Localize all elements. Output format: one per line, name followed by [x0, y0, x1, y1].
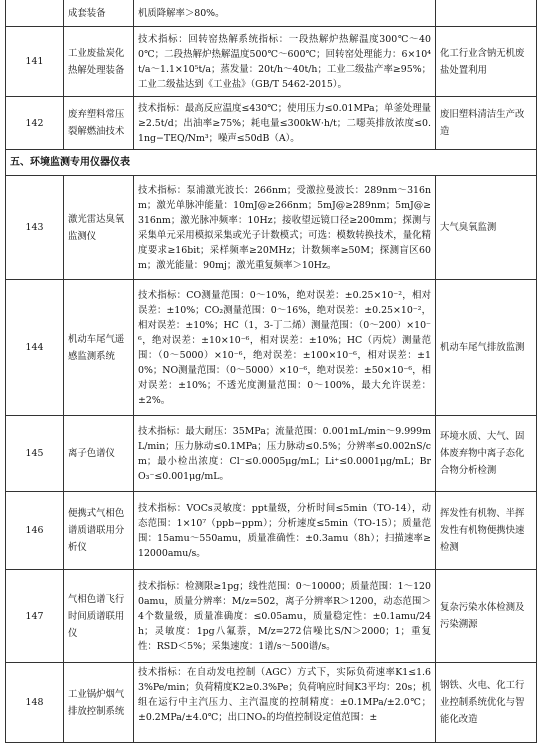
- row-number: 141: [6, 27, 64, 97]
- section-header-row: [6, 150, 537, 176]
- equipment-catalog-table: [5, 0, 537, 743]
- technical-specs: 技术指标：VOCs灵敏度：ppt量级，分析时间≤5min（TO-14），动态范围：1×10⁷（ppb−ppm）；分析速度≤5min（TO-15）；质量范围：15amu～550amu，质量准确性：±0.3amu（8h）；扫描速率≥12000amu/s。: [134, 492, 436, 570]
- equipment-name: 气相色谱飞行时间质谱联用仪: [64, 570, 134, 663]
- row-number: 144: [6, 280, 64, 416]
- application-field: 钢铁、火电、化工行业控制系统优化与智能化改造: [436, 663, 537, 743]
- application-field: [436, 0, 537, 27]
- row-number: 147: [6, 570, 64, 663]
- application-field: 化工行业含钠无机废盐处置利用: [436, 27, 537, 97]
- equipment-name: 成套装备: [64, 0, 134, 27]
- application-field: 复杂污染水体检测及污染溯源: [436, 570, 537, 663]
- technical-specs: 机质降解率＞80%。: [134, 0, 436, 27]
- technical-specs: 技术指标：CO测量范围：0～10%，绝对误差：±0.25×10⁻²，相对误差：±10%；CO₂测量范围：0～16%，绝对误差：±0.25×10⁻²，相对误差：±10%；HC（1，3-丁二烯）测量范围：（0～200）×10⁻⁶，绝对误差：±10×10⁻⁶，相对误差：±10%；HC（丙烷）测量范围：（0～5000）×10⁻⁶，绝对误差：±100×10⁻⁶，相对误差：±10%；NO测量范围：（0～5000）×10⁻⁶，绝对误差：±50×10⁻⁶，相对误差：±10%；不透光度测量范围：0～100%，最大允许误差：±2%。: [134, 280, 436, 416]
- equipment-name: 工业废盐炭化热解处理装备: [64, 27, 134, 97]
- row-number: 146: [6, 492, 64, 570]
- equipment-name: 废弃塑料常压裂解燃油技术: [64, 97, 134, 150]
- application-field: 挥发性有机物、半挥发性有机物便携快速检测: [436, 492, 537, 570]
- table-row: [6, 492, 537, 570]
- application-field: 环境水质、大气、固体废弃物中离子态化合物分析检测: [436, 416, 537, 492]
- equipment-name: 激光雷达臭氧监测仪: [64, 176, 134, 280]
- technical-specs: 技术指标：回转窑热解系统指标：一段热解炉热解温度300℃～400℃；二段热解炉热解温度500℃～600℃；回转窑处理能力：6×10⁴t/a～1.1×10⁵t/a；蒸发量：20t/h～40t/h；工业二级盐产率≥95%；工业二级盐达到《工业盐》（GB/T 5462-2015）。: [134, 27, 436, 97]
- table-row: [6, 663, 537, 743]
- technical-specs: 技术指标：最高反应温度≤430℃；使用压力≤0.01MPa；单釜处理量≥2.5t/d；出油率≥75%；耗电量≤300kW·h/t；二噁英排放浓度≤0.1ng−TEQ/Nm³；噪声≤50dB（A）。: [134, 97, 436, 150]
- row-number: 148: [6, 663, 64, 743]
- equipment-name: 便携式气相色谱质谱联用分析仪: [64, 492, 134, 570]
- table-row: [6, 176, 537, 280]
- table-row: [6, 416, 537, 492]
- table-row: [6, 97, 537, 150]
- table-row: [6, 570, 537, 663]
- row-number: 142: [6, 97, 64, 150]
- application-field: 大气臭氧监测: [436, 176, 537, 280]
- technical-specs: 技术指标：在自动发电控制（AGC）方式下，实际负荷速率K1≤1.63%Pe/min；负荷精度K2≥0.3%Pe；负荷响应时间K3平均：20s；机组在运行中主汽压力、主汽温度的控制精度：±0.1MPa/±2.0℃；±0.2MPa/±4.0℃；出口NOₓ的均值控制设定值范围：±: [134, 663, 436, 743]
- equipment-name: 机动车尾气遥感监测系统: [64, 280, 134, 416]
- row-number: [6, 0, 64, 27]
- technical-specs: 技术指标：检测限≥1pg；线性范围：0～10000；质量范围：1～1200amu，质量分辨率：M/z=502，离子分辨率R＞1200，动态范围＞4个数量级，质量准确度：≤0.05amu，质量稳定性：±0.1amu/24h；灵敏度：1pg八氟萘，M/z=272信噪比S/N＞2000；1；重复性：RSD＜5%；采集速度：1谱/s～500谱/s。: [134, 570, 436, 663]
- section-title: 五、环境监测专用仪器仪表: [6, 150, 537, 176]
- application-field: 废旧塑料清洁生产改造: [436, 97, 537, 150]
- table-row: [6, 27, 537, 97]
- technical-specs: 技术指标：泵浦激光波长：266nm；受激拉曼波长：289nm～316nm；激光单脉冲能量：10mJ@≥266nm；5mJ@≥289nm；5mJ@≥316nm；激光脉冲频率：10Hz；接收望远镜口径≥200mm；探测与采集单元采用模拟采集或光子计数模式；可选：模数转换技术，量化精度要求≥16bit；采样频率≥20MHz；计数频率≥50M；探测盲区60m；激光能量：90mj；激光重复频率＞10Hz。: [134, 176, 436, 280]
- equipment-name: 离子色谱仪: [64, 416, 134, 492]
- application-field: 机动车尾气排放监测: [436, 280, 537, 416]
- row-number: 145: [6, 416, 64, 492]
- table-row: [6, 0, 537, 27]
- row-number: 143: [6, 176, 64, 280]
- equipment-name: 工业锅炉烟气排放控制系统: [64, 663, 134, 743]
- technical-specs: 技术指标：最大耐压：35MPa；流量范围：0.001mL/min～9.999mL/min；压力脉动≤0.1MPa；压力脉动≤0.5%；分辨率≤0.002nS/cm；最小检出浓度：Cl⁻≤0.0005μg/mL；Li⁺≤0.0001μg/mL；BrO₃⁻≤0.001μg/mL。: [134, 416, 436, 492]
- table-row: [6, 280, 537, 416]
